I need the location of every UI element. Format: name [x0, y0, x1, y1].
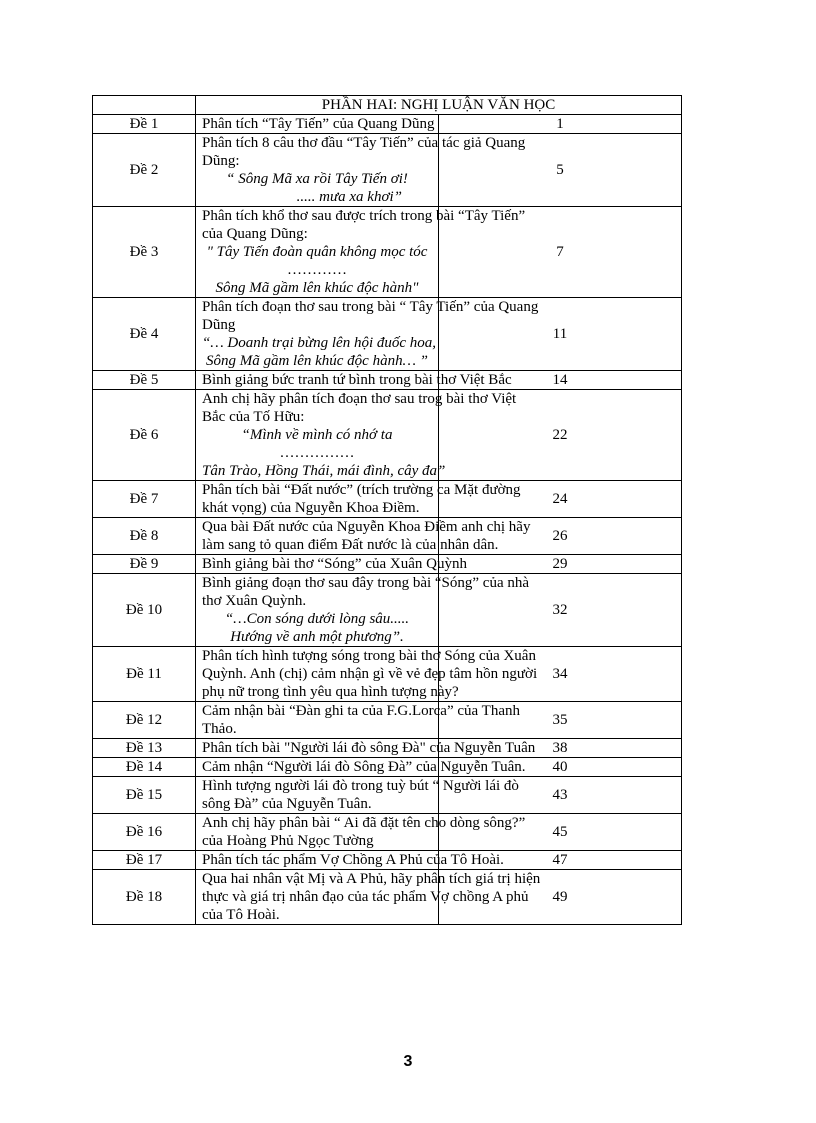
page-ref: 38 [439, 739, 682, 758]
topic-description [196, 555, 467, 574]
description-line: Thảo. [202, 721, 237, 737]
toc-row [93, 758, 682, 777]
topic-description [196, 758, 526, 777]
description-line: Dũng [202, 317, 236, 333]
topic-label: Đề 7 [93, 481, 196, 518]
page-ref: 29 [439, 555, 682, 574]
description-line: Hình tượng người lái đò trong tuỳ bút “ Người lái đò [202, 778, 519, 794]
toc-row [93, 870, 682, 925]
page-number: 3 [403, 1053, 413, 1070]
toc-row [93, 702, 682, 739]
topic-label: Đề 12 [93, 702, 196, 739]
topic-description [196, 777, 519, 814]
description-line: Sông Mã gầm lên khúc độc hành… ” [205, 353, 429, 369]
description-line: ………… [287, 262, 347, 278]
page-ref: 5 [439, 134, 682, 207]
description-line: Tân Trào, Hồng Thái, mái đình, cây đa” [202, 463, 446, 479]
topic-description [196, 814, 526, 851]
page-ref: 14 [439, 371, 682, 390]
description-line: của Quang Dũng: [202, 226, 308, 242]
description-line: của Tô Hoài. [202, 907, 280, 923]
toc-heading-row [93, 96, 682, 115]
page-ref: 22 [439, 390, 682, 481]
topic-description [196, 647, 538, 702]
toc-row [93, 134, 682, 207]
description-line: ..... mưa xa khơi” [296, 189, 402, 205]
page-ref: 45 [439, 814, 682, 851]
topic-description [196, 298, 539, 371]
toc-row [93, 371, 682, 390]
description-line: phụ nữ trong tình yêu qua hình tượng này? [202, 684, 459, 700]
topic-description [196, 518, 531, 555]
topic-description [196, 207, 526, 298]
description-line: " Tây Tiến đoàn quân không mọc tóc [206, 244, 428, 260]
description-line: …………… [279, 445, 355, 461]
description-line: Phân tích bài “Đất nước” (trích trường ca Mặt đường [202, 482, 521, 498]
topic-label: Đề 1 [93, 115, 196, 134]
topic-label: Đề 11 [93, 647, 196, 702]
toc-row [93, 647, 682, 702]
description-line: Cảm nhận bài “Đàn ghi ta của F.G.Lorca” của Thanh [202, 703, 520, 719]
description-line: “Mình về mình có nhớ ta [241, 427, 393, 443]
page-ref: 43 [439, 777, 682, 814]
description-line: “…Con sóng dưới lòng sâu..... [224, 611, 410, 627]
toc-row [93, 777, 682, 814]
topic-label: Đề 9 [93, 555, 196, 574]
description-line: Hướng về anh một phương”. [230, 629, 404, 645]
description-line: Phân tích “Tây Tiến” của Quang Dũng [202, 116, 435, 132]
toc-row [93, 481, 682, 518]
toc-row [93, 298, 682, 371]
description-line: thực và giá trị nhân đạo của tác phẩm Vợ chồng A phủ [202, 889, 529, 905]
description-line: Anh chị hãy phân bài “ Ai đã đặt tên cho dòng sông?” [202, 815, 526, 831]
topic-label: Đề 4 [93, 298, 196, 371]
topic-description [196, 115, 439, 134]
topic-label: Đề 3 [93, 207, 196, 298]
description-line: “ Sông Mã xa rồi Tây Tiến ơi! [226, 171, 408, 187]
topic-label: Đề 17 [93, 851, 196, 870]
topic-description [196, 851, 504, 870]
topic-description [196, 870, 541, 925]
topic-label: Đề 15 [93, 777, 196, 814]
topic-label: Đề 10 [93, 574, 196, 647]
topic-description [196, 574, 530, 647]
page-ref: 34 [439, 647, 682, 702]
description-line: “… Doanh trại bừng lên hội đuốc hoa, [202, 335, 437, 351]
description-line: Dũng: [202, 153, 240, 169]
topic-description [196, 702, 520, 739]
page-ref: 7 [439, 207, 682, 298]
description-line: sông Đà” của Nguyễn Tuân. [202, 796, 372, 812]
description-line: Bắc của Tố Hữu: [202, 409, 305, 425]
topic-description [196, 739, 536, 758]
toc-row [93, 739, 682, 758]
topic-label: Đề 14 [93, 758, 196, 777]
description-line: Bình giảng đoạn thơ sau đây trong bài “Sóng” của nhà [202, 575, 530, 591]
description-line: Sông Mã gầm lên khúc độc hành" [215, 280, 419, 296]
description-line: Qua hai nhân vật Mị và A Phủ, hãy phân tích giá trị hiện [202, 871, 541, 887]
description-line: Bình giảng bài thơ “Sóng” của Xuân Quỳnh [202, 556, 467, 572]
topic-label: Đề 16 [93, 814, 196, 851]
description-line: Phân tích 8 câu thơ đầu “Tây Tiến” của tác giả Quang [202, 135, 526, 151]
page-ref: 24 [439, 481, 682, 518]
description-line: Cảm nhận “Người lái đò Sông Đà” của Nguyễn Tuân. [202, 759, 526, 775]
description-line: Quỳnh. Anh (chị) cảm nhận gì về vẻ đẹp tâm hồn người [202, 666, 538, 682]
toc-row [93, 814, 682, 851]
toc-table [92, 95, 682, 925]
description-line: Phân tích khổ thơ sau được trích trong bài “Tây Tiến” [202, 208, 526, 224]
page-ref: 32 [439, 574, 682, 647]
topic-description [196, 390, 517, 481]
toc-row [93, 574, 682, 647]
description-line: Anh chị hãy phân tích đoạn thơ sau trog bài thơ Việt [202, 391, 517, 407]
description-line: Phân tích đoạn thơ sau trong bài “ Tây Tiến” của Quang [202, 299, 539, 315]
topic-label: Đề 5 [93, 371, 196, 390]
page-ref: 35 [439, 702, 682, 739]
description-line: Qua bài Đất nước của Nguyễn Khoa Điềm anh chị hãy [202, 519, 531, 535]
page-ref: 1 [439, 115, 682, 134]
topic-label: Đề 8 [93, 518, 196, 555]
description-line: Phân tích hình tượng sóng trong bài thơ Sóng của Xuân [202, 648, 536, 664]
page-ref: 11 [439, 298, 682, 371]
toc-row [93, 115, 682, 134]
toc-row [93, 851, 682, 870]
topic-description [196, 371, 512, 390]
toc-row [93, 555, 682, 574]
description-line: khát vọng) của Nguyễn Khoa Điềm. [202, 500, 420, 516]
page-ref: 40 [439, 758, 682, 777]
section-heading: PHẦN HAI: NGHỊ LUẬN VĂN HỌC [196, 96, 682, 115]
heading-blank-cell [93, 96, 196, 115]
toc-row [93, 518, 682, 555]
topic-label: Đề 6 [93, 390, 196, 481]
description-line: Bình giảng bức tranh tứ bình trong bài thơ Việt Bắc [202, 372, 512, 388]
topic-description [196, 481, 521, 518]
toc-row [93, 207, 682, 298]
description-line: Phân tích bài "Người lái đò sông Đà" của Nguyễn Tuân [202, 740, 536, 756]
topic-label: Đề 13 [93, 739, 196, 758]
topic-label: Đề 2 [93, 134, 196, 207]
topic-label: Đề 18 [93, 870, 196, 925]
description-line: thơ Xuân Quỳnh. [202, 593, 307, 609]
page-ref: 49 [439, 870, 682, 925]
toc-row [93, 390, 682, 481]
description-line: của Hoàng Phủ Ngọc Tường [202, 833, 374, 849]
page-ref: 47 [439, 851, 682, 870]
description-line: Phân tích tác phẩm Vợ Chồng A Phủ của Tô Hoài. [202, 852, 504, 868]
topic-description [196, 134, 526, 207]
description-line: làm sang tỏ quan điểm Đất nước là của nhân dân. [202, 537, 499, 553]
page-ref: 26 [439, 518, 682, 555]
